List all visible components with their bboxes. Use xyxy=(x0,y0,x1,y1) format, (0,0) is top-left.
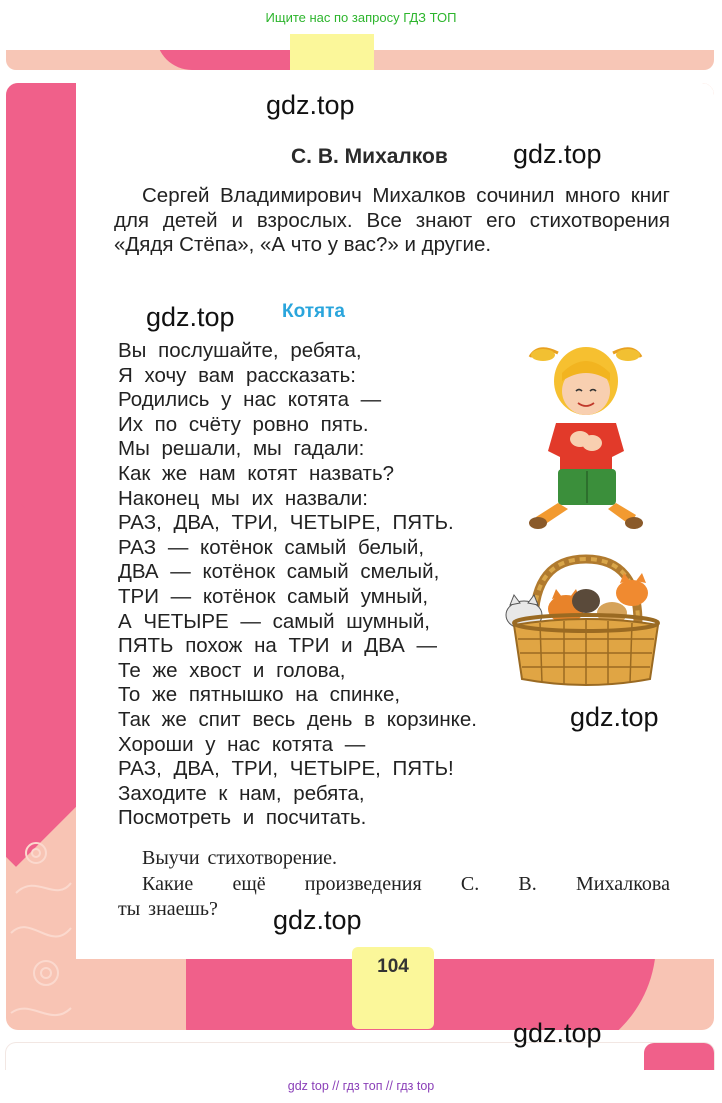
poem-line: ТРИ — котёнок самый умный, xyxy=(118,584,429,608)
page-content xyxy=(76,83,714,959)
previous-page-edge xyxy=(6,34,714,70)
poem-text xyxy=(118,339,477,831)
task-question: Какие ещё произведения С. В. Михалкова xyxy=(142,872,670,895)
author-title: С. В. Михалков xyxy=(291,145,448,168)
poem-line: Мы решали, мы гадали: xyxy=(118,437,365,461)
poem-line: РАЗ, ДВА, ТРИ, ЧЕТЫРЕ, ПЯТЬ! xyxy=(118,757,454,781)
task-question-end: ты знаешь? xyxy=(118,898,218,920)
girl-illustration xyxy=(528,339,643,531)
task-learn: Выучи стихотворение. xyxy=(142,847,338,869)
poem-line: То же пятнышко на спинке, xyxy=(118,683,401,707)
poem-line: А ЧЕТЫРЕ — самый шумный, xyxy=(118,609,431,633)
bottom-footer[interactable]: gdz top // гдз топ // гдз top xyxy=(287,1079,435,1093)
poem-line: Наконец мы их назвали: xyxy=(118,486,368,510)
floral-pattern-decor xyxy=(6,813,76,1030)
author-bio: Сергей Владимирович Михалков сочинил много книг для детей и взрослых. Все знают его стихотворения «Дядя Стёпа», «А что у вас?» и другие. xyxy=(114,184,670,256)
poem-line: Вы послушайте, ребята, xyxy=(118,339,362,362)
poem-line: Так же спит весь день в корзинке. xyxy=(118,707,477,731)
poem-line: Те же хвост и голова, xyxy=(118,658,346,682)
poem-line: Я хочу вам рассказать: xyxy=(118,363,356,387)
watermark: gdz.top xyxy=(513,1018,602,1048)
poem-line: РАЗ, ДВА, ТРИ, ЧЕТЫРЕ, ПЯТЬ. xyxy=(118,511,454,535)
watermark: gdz.top xyxy=(570,702,659,732)
top-banner[interactable]: Ищите нас по запросу ГДЗ ТОП xyxy=(265,9,457,25)
poem-title: Котята xyxy=(282,301,345,322)
watermark: gdz.top xyxy=(266,90,355,120)
watermark: gdz.top xyxy=(513,139,602,169)
poem-line: Посмотреть и посчитать. xyxy=(118,806,367,830)
next-page-edge xyxy=(6,1043,714,1073)
poem-line: Хороши у нас котята — xyxy=(118,732,366,756)
poem-line: ПЯТЬ похож на ТРИ и ДВА — xyxy=(118,634,438,658)
page-number: 104 xyxy=(352,947,434,1029)
watermark: gdz.top xyxy=(273,905,362,935)
task-text xyxy=(118,846,670,923)
watermark: gdz.top xyxy=(146,302,235,332)
poem-line: ДВА — котёнок самый смелый, xyxy=(118,560,440,584)
poem-line: РАЗ — котёнок самый белый, xyxy=(118,535,425,559)
textbook-page xyxy=(6,83,714,1030)
poem-line: Родились у нас котята — xyxy=(118,388,382,412)
poem-line: Как же нам котят назвать? xyxy=(118,461,395,485)
poem-line: Заходите к нам, ребята, xyxy=(118,781,365,805)
poem-line: Их по счёту ровно пять. xyxy=(118,412,369,436)
kittens-basket-illustration xyxy=(494,551,669,691)
